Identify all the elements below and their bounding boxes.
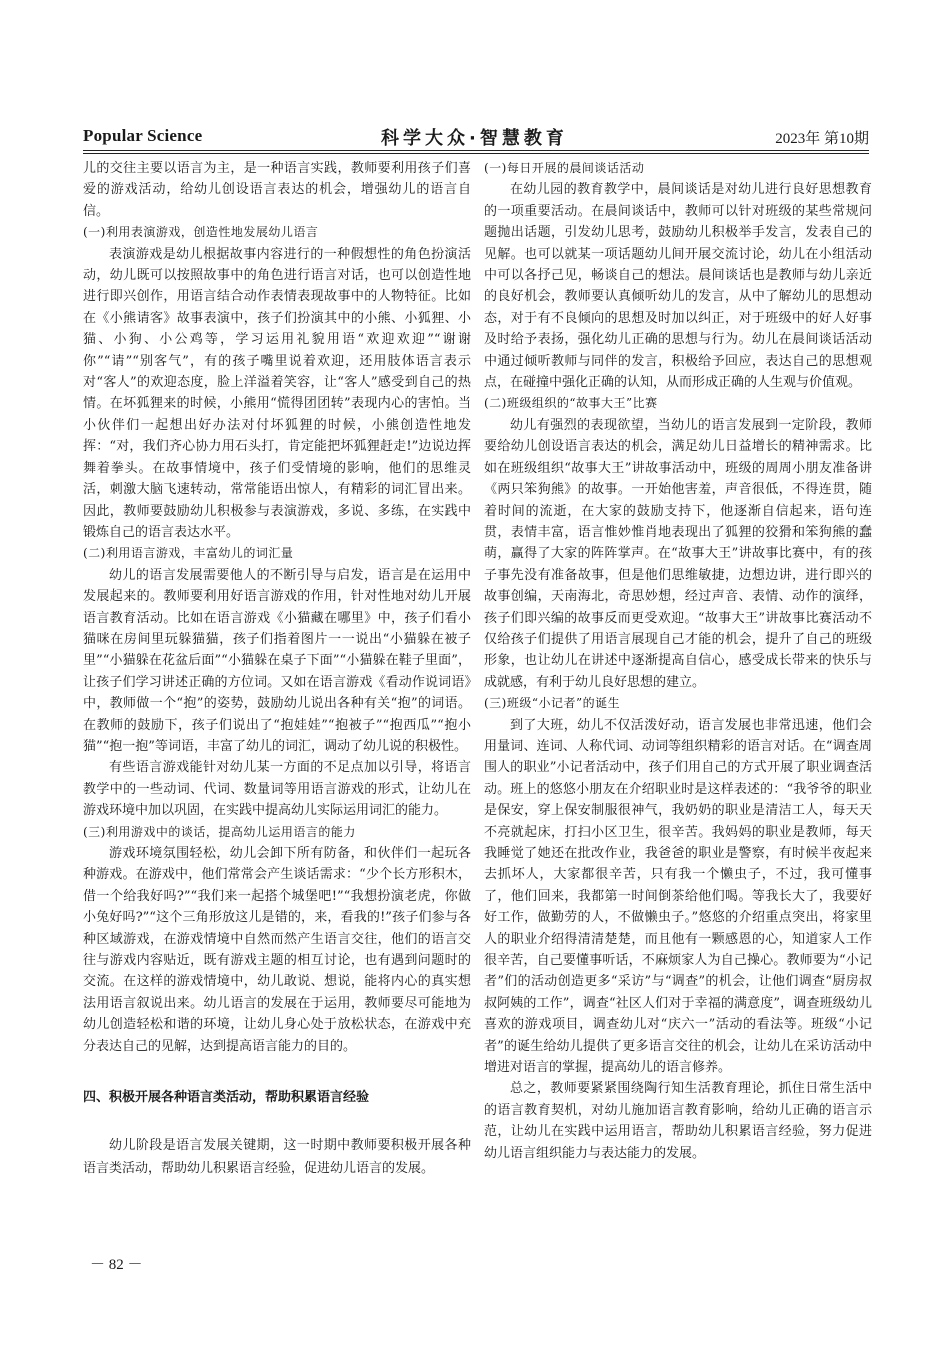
header-rule-top <box>83 150 869 151</box>
right-column <box>484 158 872 1164</box>
running-header <box>83 124 869 152</box>
subsection-heading: (三)班级“小记者”的诞生 <box>484 696 621 711</box>
section-heading: 四、积极开展各种语言类活动，帮助积累语言经验 <box>83 1090 370 1106</box>
left-column <box>83 158 471 1180</box>
page-number: － 82 － <box>90 1257 143 1273</box>
header-rule-bottom <box>83 153 869 154</box>
paragraph: 到了大班，幼儿不仅活泼好动，语言发展也非常迅速，他们会用量词、连词、人称代词、动词等组织精彩的语言对话。在“调查周围人的职业”小记者活动中，孩子们用自己的方式开展了职业调查活动。班上的悠悠小朋友在介绍职业时是这样表述的：“我爷爷的职业是保安，穿上保安制服很神气，我奶奶的职业是清洁工人，每天天不亮就起床，打扫小区卫生，很辛苦。我妈妈的职业是教师，每天我睡觉了她还在批改作业，我爸爸的职业是警察，有时候半夜起来去抓坏人，大家都很辛苦，只有我一个懒虫子，不过，我可懂事了，他们回来，我都第一时间倒茶给他们喝。等我长大了，我要好好工作，做勤劳的人，不做懒虫子。”悠悠的介绍重点突出，将家里人的职业介绍得清清楚楚，而且他有一颗感恩的心，知道家人工作很辛苦，自己要懂事听话，不麻烦家人为自己操心。教师要为“小记者”们的活动创造更多“采访”与“调查”的机会，让他们调查“厨房叔叔阿姨的工作”，调查“社区人们对于幸福的满意度”，调查班级幼儿喜欢的游戏项目，调查幼儿对“庆六一”活动的看法等。班级“小记者”的诞生给幼儿提供了更多语言交往的机会，让幼儿在采访活动中增进对语言的掌握，提高幼儿的语言修养。 <box>484 717 872 1076</box>
subsection-heading: (三)利用游戏中的谈话，提高幼儿运用语言的能力 <box>83 824 356 839</box>
paragraph: 幼儿的语言发展需要他人的不断引导与启发，语言是在运用中发展起来的。教师要利用好语言游戏的作用，针对性地对幼儿开展语言教育活动。比如在语言游戏《小猫藏在哪里》中，孩子们看小猫咪在房间里玩躲猫猫，孩子们指着图片一一说出“小猫躲在被子里”“小猫躲在花盆后面”“小猫躲在桌子下面”“小猫躲在鞋子里面”，让孩子们学习讲述正确的方位词。又如在语言游戏《看动作说词语》中，教师做一个“抱”的姿势，鼓励幼儿说出各种有关“抱”的词语。在教师的鼓励下，孩子们说出了“抱娃娃”“抱被子”“抱西瓜”“抱小猫”“抱一抱”等词语，丰富了幼儿的词汇，调动了幼儿说的积极性。 <box>83 567 471 754</box>
paragraph: 幼儿阶段是语言发展关键期，这一时期中教师要积极开展各种语言类活动，帮助幼儿积累语言经验，促进幼儿语言的发展。 <box>83 1138 471 1177</box>
subsection-heading: (二)利用语言游戏，丰富幼儿的词汇量 <box>83 546 294 561</box>
journal-english-title: Popular Science <box>83 126 203 145</box>
paragraph: 表演游戏是幼儿根据故事内容进行的一种假想性的角色扮演活动，幼儿既可以按照故事中的角色进行语言对话，也可以创造性地进行即兴创作，用语言结合动作表情表现故事中的人物特征。比如在《小熊请客》故事表演中，孩子们扮演其中的小熊、小狐狸、小猫、小狗、小公鸡等，学习运用礼貌用语“欢迎欢迎”“谢谢你”“请”“别客气”，有的孩子嘴里说着欢迎，还用肢体语言表示对“客人”的欢迎态度，脸上洋溢着笑容，让“客人”感受到自己的热情。在坏狐狸来的时候，小熊用“慌得团团转”表现内心的害怕。当小伙伴们一起想出好办法对付坏狐狸的时候，小熊创造性地发挥：“对，我们齐心协力用石头打，肯定能把坏狐狸赶走!”边说边挥舞着拳头。在故事情境中，孩子们受情境的影响，他们的思维灵活，刺激大脑飞速转动，常常能语出惊人，有精彩的词汇冒出来。因此，教师要鼓励幼儿积极参与表演游戏，多说、多练，在实践中锻炼自己的语言表达水平。 <box>83 246 471 540</box>
subsection-heading: (一)利用表演游戏，创造性地发展幼儿语言 <box>83 225 319 240</box>
issue-label: 2023年 第10期 <box>775 131 869 147</box>
subsection-heading: (二)班级组织的“故事大王”比赛 <box>484 396 658 411</box>
journal-chinese-title: 科学大众·智慧教育 <box>381 128 568 149</box>
paragraph: 在幼儿园的教育教学中，晨间谈话是对幼儿进行良好思想教育的一项重要活动。在晨间谈话中，教师可以针对班级的某些常规问题抛出话题，引发幼儿思考，鼓励幼儿积极举手发言，发表自己的见解。也可以就某一项话题幼儿间开展交流讨论，幼儿在小组活动中可以各抒己见，畅谈自己的想法。晨间谈话也是教师与幼儿亲近的良好机会，教师要认真倾听幼儿的发言，从中了解幼儿的思想动态，对于有不良倾向的思想及时加以纠正，对于班级中的好人好事及时给予表扬，强化幼儿正确的思想与行为。幼儿在晨间谈话活动中通过倾听教师与同伴的发言，积极给予回应，表达自己的思想观点，在碰撞中强化正确的认知，从而形成正确的人生观与价值观。 <box>484 182 872 391</box>
paragraph: 总之，教师要紧紧围绕陶行知生活教育理论，抓住日常生活中的语言教育契机，对幼儿施加语言教育影响，给幼儿正确的语言示范，让幼儿在实践中运用语言，帮助幼儿积累语言经验，努力促进幼儿语言组织能力与表达能力的发展。 <box>484 1081 872 1161</box>
subsection-heading: (一)每日开展的晨间谈话活动 <box>484 161 645 175</box>
paragraph: 游戏环境氛围轻松，幼儿会卸下所有防备，和伙伴们一起玩各种游戏。在游戏中，他们常常会产生谈话需求：“少个长方形积木，借一个给我好吗?”“我们来一起搭个城堡吧!”“我想扮演老虎，你做小兔好吗?”“这个三角形放这儿是错的，来，看我的!”孩子们参与各种区域游戏，在游戏情境中自然而然产生语言交往，他们的语言交往与游戏内容贴近，既有游戏主题的相互讨论，也有遇到问题时的交流。在这样的游戏情境中，幼儿敢说、想说，能将内心的真实想法用语言叙说出来。幼儿语言的发展在于运用，教师要尽可能地为幼儿创造轻松和谐的环境，让幼儿身心处于放松状态，在游戏中充分表达自己的见解，达到提高语言能力的目的。 <box>83 846 471 1054</box>
paragraph: 儿的交往主要以语言为主，是一种语言实践，教师要利用孩子们喜爱的游戏活动，给幼儿创设语言表达的机会，增强幼儿的语言自信。 <box>83 161 471 219</box>
paragraph: 幼儿有强烈的表现欲望，当幼儿的语言发展到一定阶段，教师要给幼儿创设语言表达的机会，满足幼儿日益增长的精神需求。比如在班级组织“故事大王”讲故事活动中，班级的周周小朋友准备讲《两只笨狗熊》的故事。一开始他害羞，声音很低，不得连贯，随着时间的流逝，在大家的鼓励支持下，他逐渐自信起来，语句连贯，表情丰富，语言惟妙惟肖地表现出了狐狸的狡猾和笨狗熊的蠢萌，赢得了大家的阵阵掌声。在“故事大王”讲故事比赛中，有的孩子事先没有准备故事，但是他们思维敏捷，边想边讲，进行即兴的故事创编，天南海北，奇思妙想，经过声音、表情、动作的演绎，孩子们即兴编的故事反而更受欢迎。“故事大王”讲故事比赛活动不仅给孩子们提供了用语言展现自己才能的机会，提升了自己的班级形象，也让幼儿在讲述中逐渐提高自信心，感受成长带来的快乐与成就感，有利于幼儿良好思想的建立。 <box>484 417 872 690</box>
paragraph: 有些语言游戏能针对幼儿某一方面的不足点加以引导，将语言教学中的一些动词、代词、数量词等用语言游戏的形式，让幼儿在游戏环境中加以巩固，在实践中提高幼儿实际运用词汇的能力。 <box>83 760 471 819</box>
